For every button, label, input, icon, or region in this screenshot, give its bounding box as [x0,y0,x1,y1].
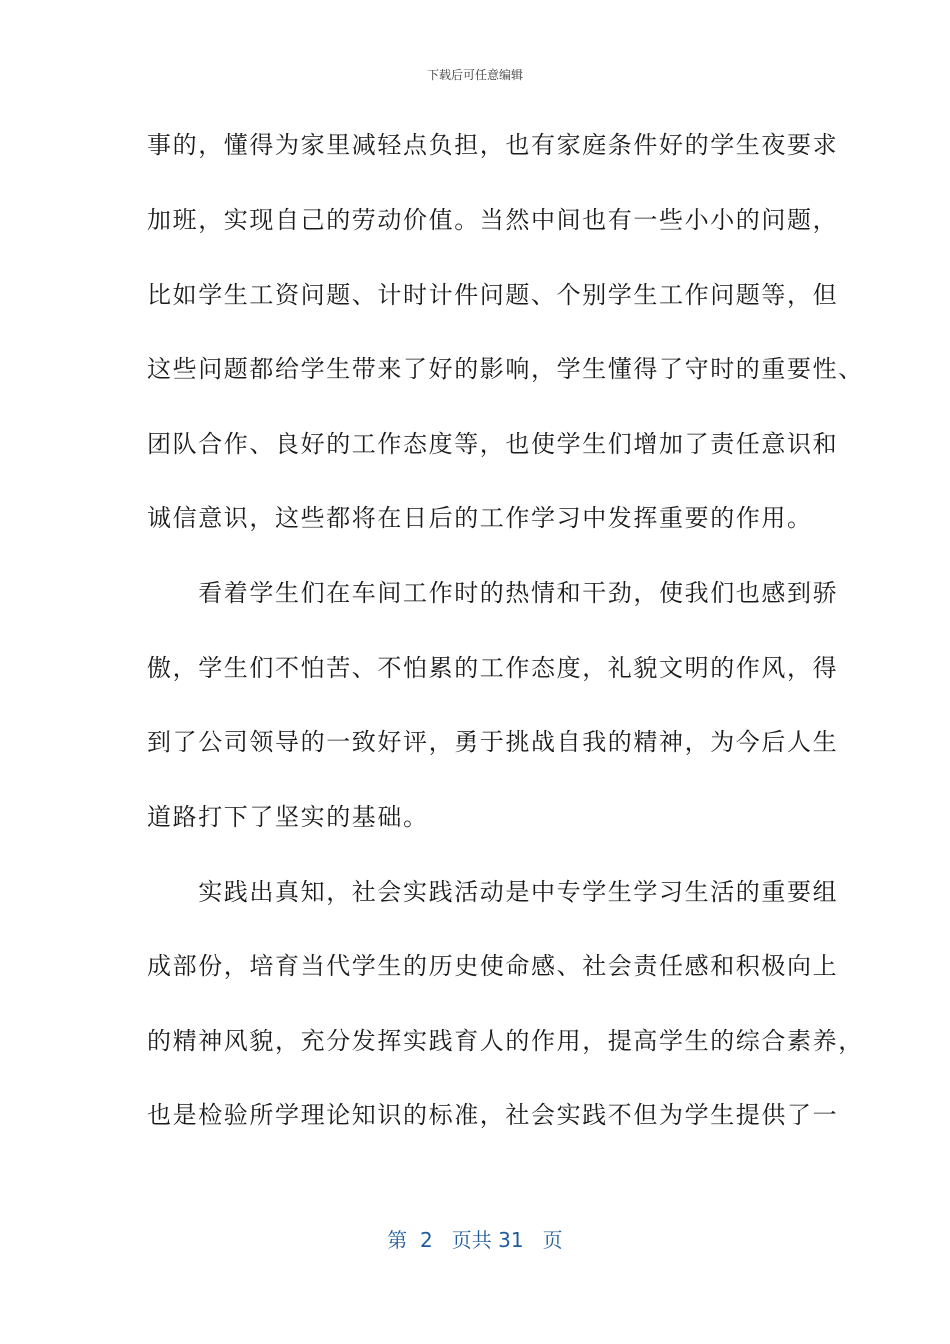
text-line: 到了公司领导的一致好评，勇于挑战自我的精神，为今后人生 [147,728,839,756]
text-line: 加班，实现自己的劳动价值。当然中间也有一些小小的问题， [147,206,839,234]
text-line: 比如学生工资问题、计时计件问题、个别学生工作问题等，但 [147,281,839,309]
text-line: 道路打下了坚实的基础。 [147,803,429,831]
text-line: 傲，学生们不怕苦、不怕累的工作态度，礼貌文明的作风，得 [147,654,839,682]
text-line: 也是检验所学理论知识的标准，社会实践不但为学生提供了一 [147,1101,839,1129]
text-line: 成部份，培育当代学生的历史使命感、社会责任感和积极向上 [147,952,839,980]
page-number-footer: 第 2 页共 31 页 [387,1228,563,1252]
text-line: 诚信意识，这些都将在日后的工作学习中发挥重要的作用。 [147,504,813,532]
text-line: 实践出真知，社会实践活动是中专学生学习生活的重要组 [147,878,839,906]
text-line: 团队合作、良好的工作态度等，也使学生们增加了责任意识和 [147,430,839,458]
text-line: 事的，懂得为家里减轻点负担，也有家庭条件好的学生夜要求 [147,131,839,159]
text-line: 看着学生们在车间工作时的热情和干劲，使我们也感到骄 [147,579,839,607]
text-line: 的精神风貌，充分发挥实践育人的作用，提高学生的综合素养， [147,1027,864,1055]
text-line: 这些问题都给学生带来了好的影响，学生懂得了守时的重要性、 [147,355,864,383]
page-header-note: 下载后可任意编辑 [426,68,523,82]
